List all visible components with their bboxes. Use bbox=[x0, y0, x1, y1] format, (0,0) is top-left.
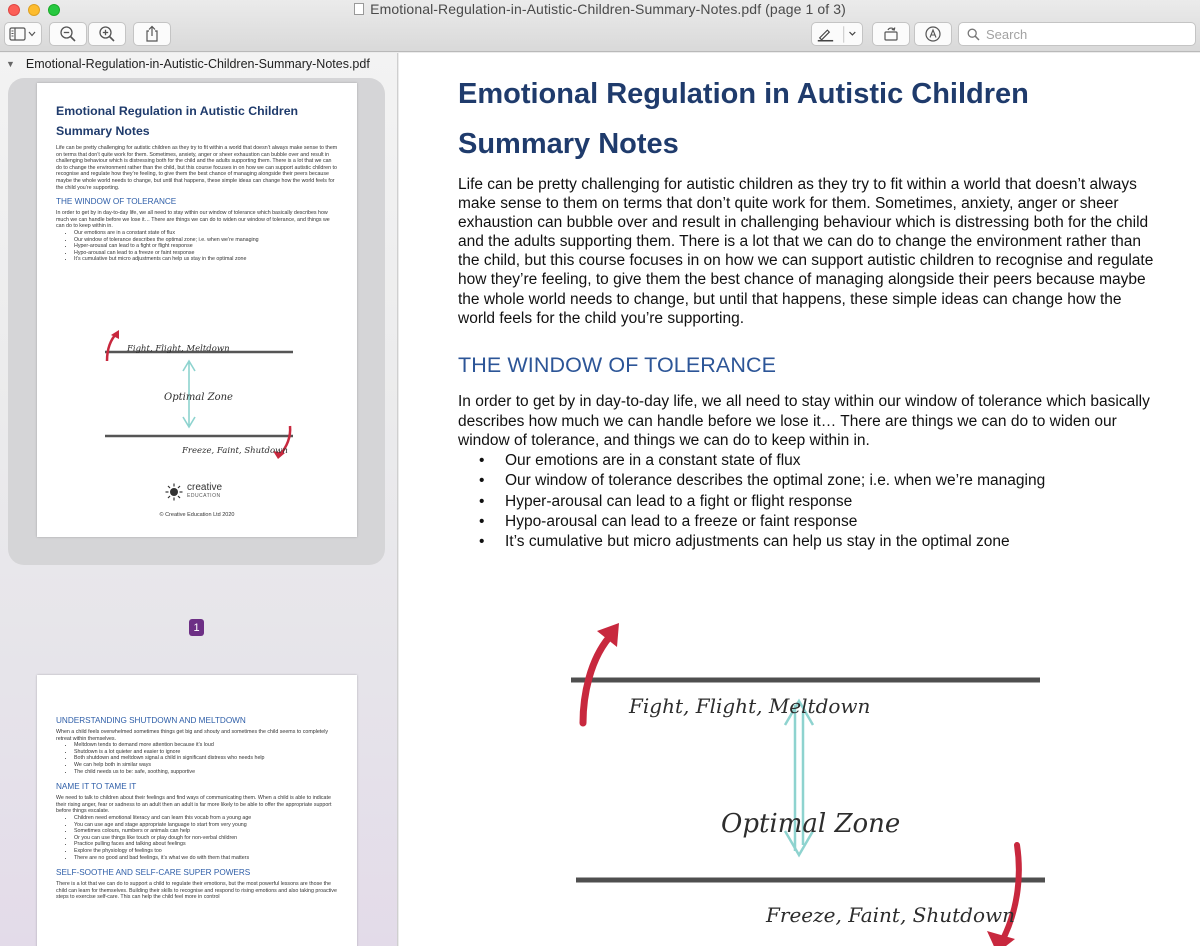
document-title bbox=[458, 69, 1158, 169]
thumb2-para3: There is a lot that we can do to support a child to regulate their emotions, but the most powerful lessons are those the child can learn for themselves. Building their skills to recognise and respond to rising emotions and also taking proactive steps to exercise self-care. This can help the child feel more in control bbox=[56, 881, 337, 901]
thumb2-heading3: SELF-SOOTHE AND SELF-CARE SUPER POWERS bbox=[56, 868, 251, 878]
markup-pen-icon bbox=[812, 25, 862, 43]
window-of-tolerance-paragraph: In order to get by in day-to-day life, we all need to stay within our window of tolerance which basically describes how much we can handle before we lose it… There are things we can do to widen our window of tolerance, and things we can do to keep within in. bbox=[458, 393, 1150, 449]
thumb2-bullet-b-4: • Or you can use things like touch or play dough for non-verbal children bbox=[74, 835, 338, 842]
thumb2-bullet-list-2 bbox=[56, 815, 338, 861]
annotate-button[interactable] bbox=[914, 22, 952, 46]
chevron-down-icon bbox=[850, 32, 856, 35]
zoom-in-button[interactable] bbox=[88, 22, 126, 46]
title-bar bbox=[0, 0, 1200, 52]
sidebar-file-name: Emotional-Regulation-in-Autistic-Children-Summary-Notes.pdf bbox=[25, 57, 370, 71]
hypo-arousal-arrowhead bbox=[987, 931, 1015, 946]
thumb1-top-label: Fight, Flight, Meltdown bbox=[127, 344, 230, 354]
thumb2-bullet-a-3: • Both shutdown and meltdown signal a child in significant distress who needs help bbox=[74, 755, 338, 762]
thumb2-bullet-b-2: • You can use age and stage appropriate language to start from very young bbox=[74, 822, 338, 829]
document-bullet-4: • Hypo-arousal can lead to a freeze or faint response bbox=[458, 512, 1158, 532]
thumb1-copyright: © Creative Education Ltd 2020 bbox=[159, 512, 235, 518]
thumb2-para2: We need to talk to children about their feelings and find ways of communicating them. When a child is able to indicate their rising anger, fear or sadness to an adult then an adult is far more likely to be able to offer the appropriate support before things escalate. bbox=[56, 795, 332, 815]
diagram-middle-label: Optimal Zone bbox=[721, 809, 901, 839]
page-thumbnail-2[interactable] bbox=[37, 675, 357, 946]
diagram-bottom-label: Freeze, Faint, Shutdown bbox=[766, 903, 1016, 927]
zoom-out-button[interactable] bbox=[49, 22, 87, 46]
document-bullet-2: • Our window of tolerance describes the optimal zone; i.e. when we’re managing bbox=[458, 471, 1158, 491]
window-of-tolerance-bullet-list bbox=[458, 451, 1158, 552]
window-of-tolerance-diagram bbox=[559, 613, 1059, 946]
thumb2-bullet-a-2: • Shutdown is a lot quieter and easier to ignore bbox=[74, 749, 338, 756]
window-title bbox=[0, 1, 1200, 17]
thumb2-bullet-b-7: • There are no good and bad feelings, it’s what we do with them that matters bbox=[74, 855, 338, 862]
thumb1-bullet-list bbox=[56, 230, 338, 263]
thumb2-bullet-b-3: • Sometimes colours, numbers or animals can help bbox=[74, 828, 338, 835]
hypo-arousal-arrow bbox=[1001, 845, 1019, 943]
thumb1-bullet-5: • It’s cumulative but micro adjustments can help us stay in the optimal zone bbox=[74, 256, 338, 263]
document-icon bbox=[354, 3, 364, 15]
thumb1-bullet-4: • Hypo-arousal can lead to a freeze or faint response bbox=[74, 250, 338, 257]
search-icon bbox=[967, 28, 980, 41]
thumb1-diagram bbox=[37, 323, 357, 463]
thumb1-middle-label: Optimal Zone bbox=[164, 392, 233, 403]
thumb2-heading1: UNDERSTANDING SHUTDOWN AND MELTDOWN bbox=[56, 716, 246, 725]
thumb1-para: In order to get by in day-to-day life, we all need to stay within our window of tolerance which basically describes how much we can handle before we lose it… There are things we can do to widen our window of tolerance, and things we can do to keep within in. bbox=[56, 210, 330, 230]
thumb1-bullet-3: • Hyper-arousal can lead to a fight or flight response bbox=[74, 243, 338, 250]
search-input[interactable] bbox=[986, 27, 1186, 42]
page-number-badge: 1 bbox=[189, 619, 204, 636]
sidebar-toggle-button[interactable] bbox=[4, 22, 42, 46]
sunburst-logo-icon bbox=[165, 483, 183, 501]
thumb2-bullet-list-1 bbox=[56, 742, 338, 775]
sidebar-toggle-icon bbox=[8, 26, 38, 42]
thumb2-bullet-b-5: • Practice pulling faces and talking about feelings bbox=[74, 841, 338, 848]
annotate-icon bbox=[924, 25, 942, 43]
document-view[interactable] bbox=[399, 53, 1200, 946]
rotate-icon bbox=[882, 25, 900, 43]
thumb2-bullet-a-1: • Meltdown tends to demand more attention because it’s loud bbox=[74, 742, 338, 749]
thumb1-intro: Life can be pretty challenging for autistic children as they try to fit within a world that doesn’t always make sense to them on terms that don’t quite work for them. Sometimes, anxiety, anger or sheer exhaustion can bubble over and result in challenging behaviour which is distressing both for the child and the adults supporting them. There is a lot that we can do to change the environment rather than the child, but this course focuses in on how we can support autistic children to recognise and regulate how they’re feeling, to give them the best chance of managing alongside their peers because maybe the whole world needs to change, but until that happens, these simple ideas can change how the world feels for the child you’re supporting. bbox=[56, 145, 338, 191]
zoom-out-icon bbox=[59, 25, 77, 43]
thumb1-bullet-1: • Our emotions are in a constant state of flux bbox=[74, 230, 338, 237]
thumb2-para1: When a child feels overwhelmed sometimes things get big and shouty and sometimes the child seems to completely retreat within themselves. bbox=[56, 729, 329, 742]
window-title-text: Emotional-Regulation-in-Autistic-Children-Summary-Notes.pdf (page 1 of 3) bbox=[370, 1, 846, 17]
document-bullet-1: • Our emotions are in a constant state of flux bbox=[458, 451, 1158, 471]
zoom-in-icon bbox=[98, 25, 116, 43]
disclosure-triangle-icon[interactable]: ▼ bbox=[6, 59, 15, 69]
logo-text-creative: creative bbox=[187, 482, 223, 493]
thumb2-bullet-a-4: • We can help both in similar ways bbox=[74, 762, 338, 769]
document-intro-paragraph: Life can be pretty challenging for autistic children as they try to fit within a world that doesn’t always make sense to them on terms that don’t quite work for them. Sometimes, anxiety, anger or sheer exhaustion can bubble over and result in challenging behaviour which is distressing both for the child and the adults supporting them. There is a lot that we can do to change the environment rather than the child, but this course focuses in on how we can support autistic children to recognise and regulate how they’re feeling, to give them the best chance of managing alongside their peers because maybe the whole world needs to change, but until that happens, these simple ideas can change how the world feels for the child you’re supporting. bbox=[458, 176, 1154, 327]
document-title-line1: Emotional Regulation in Autistic Children bbox=[458, 78, 1029, 110]
sidebar-file-header[interactable] bbox=[0, 53, 398, 75]
logo-text-education: EDUCATION bbox=[187, 493, 221, 499]
thumb2-heading2: NAME IT TO TAME IT bbox=[56, 782, 137, 792]
page-thumbnail-1[interactable] bbox=[37, 83, 357, 537]
diagram-top-label: Fight, Flight, Meltdown bbox=[629, 694, 871, 718]
thumb1-bullet-2: • Our window of tolerance describes the optimal zone; i.e. when we’re managing bbox=[74, 237, 338, 244]
search-field[interactable] bbox=[958, 22, 1196, 46]
creative-education-logo bbox=[165, 483, 222, 501]
rotate-button[interactable] bbox=[872, 22, 910, 46]
thumb1-heading: THE WINDOW OF TOLERANCE bbox=[56, 197, 177, 207]
document-title-line2: Summary Notes bbox=[458, 128, 679, 160]
thumbnail-sidebar bbox=[0, 53, 398, 946]
thumb2-bullet-a-5: • The child needs us to be: safe, soothing, supportive bbox=[74, 769, 338, 776]
markup-pen-button[interactable] bbox=[811, 22, 863, 46]
thumb1-title-line2: Summary Notes bbox=[56, 124, 150, 138]
document-bullet-3: • Hyper-arousal can lead to a fight or flight response bbox=[458, 492, 1158, 512]
thumb1-bottom-label: Freeze, Faint, Shutdown bbox=[182, 446, 288, 456]
thumb2-bullet-b-6: • Explore the physiology of feelings too bbox=[74, 848, 338, 855]
section-heading-window-of-tolerance: THE WINDOW OF TOLERANCE bbox=[458, 353, 777, 377]
share-icon bbox=[144, 25, 160, 43]
share-button[interactable] bbox=[133, 22, 171, 46]
thumb2-bullet-b-1: • Children need emotional literacy and can learn this vocab from a young age bbox=[74, 815, 338, 822]
thumb1-title bbox=[56, 101, 338, 141]
chevron-down-icon bbox=[29, 32, 35, 36]
thumb1-title-line1: Emotional Regulation in Autistic Children bbox=[56, 104, 299, 118]
document-bullet-5: • It’s cumulative but micro adjustments can help us stay in the optimal zone bbox=[458, 532, 1158, 552]
